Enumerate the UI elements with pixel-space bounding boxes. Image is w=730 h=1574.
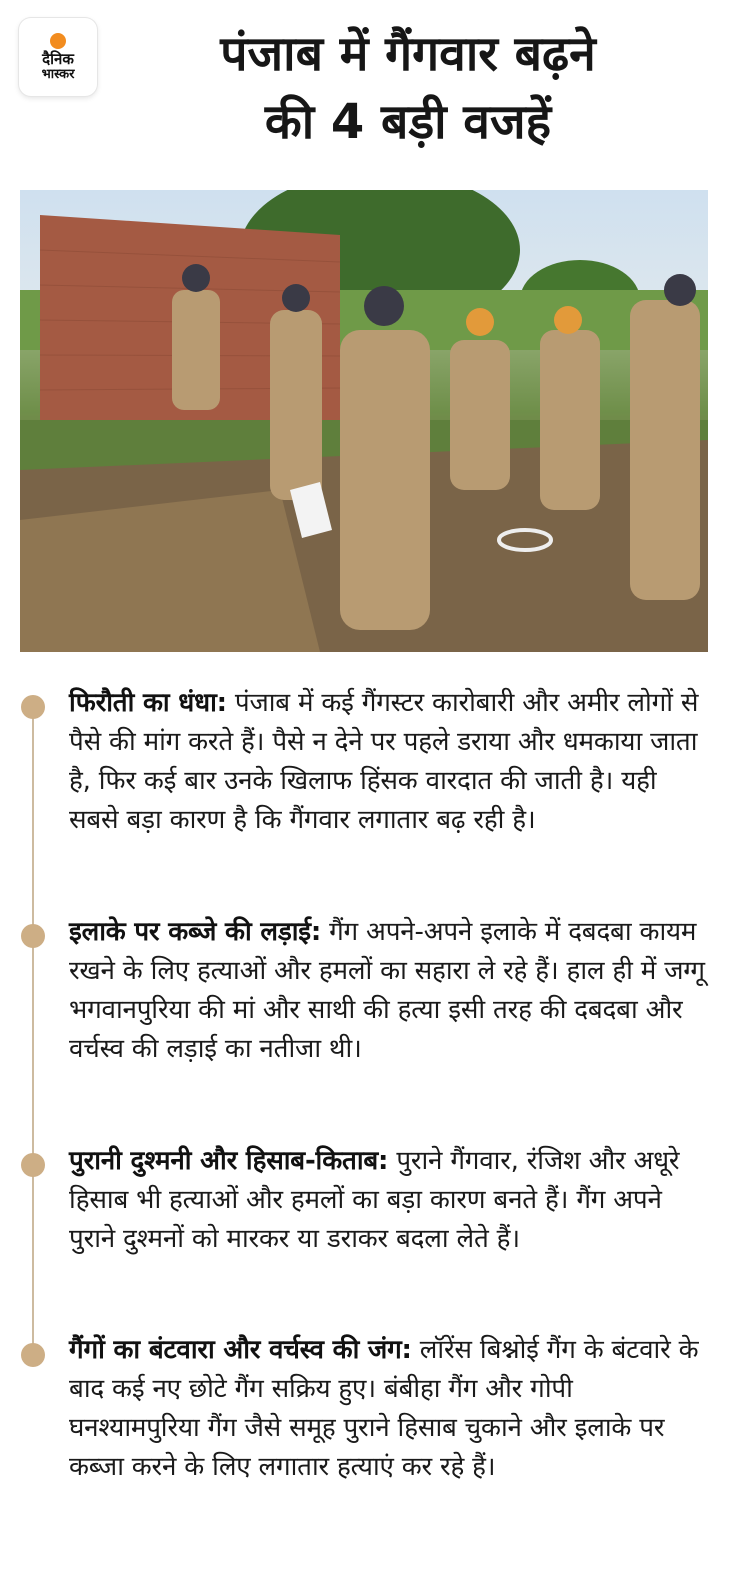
logo-text-line2: भास्कर (41, 66, 75, 82)
point-2 (69, 913, 709, 1069)
headline-line1: पंजाब में गैंगवार बढ़ने (220, 26, 596, 82)
bullet-dot-2 (21, 924, 45, 948)
bullet-dot-4 (21, 1343, 45, 1367)
point-1 (69, 684, 709, 840)
timeline-line (32, 707, 34, 1355)
headline-line2: की 4 बड़ी वजहें (264, 94, 552, 150)
bullet-dot-1 (21, 695, 45, 719)
dainik-bhaskar-logo (19, 18, 97, 96)
news-photo (20, 190, 708, 652)
police-officers-at-crime-scene-photo (20, 190, 708, 652)
headline (108, 20, 708, 156)
point-3-title: पुरानी दुश्मनी और हिसाब-किताब: (69, 1146, 389, 1176)
point-4 (69, 1331, 709, 1487)
point-2-text: गैंग अपने-अपने इलाके में दबदबा कायम रखने के लिए हत्याओं और हमलों का सहारा ले रहे हैं। हाल ही में जग्गू भगवानपुरिया की मां और साथी की हत्या इसी तरह की दबदबा और वर्चस्व की लड़ाई का नतीजा थी। (69, 917, 705, 1064)
point-2-title: इलाके पर कब्जे की लड़ाई: (69, 917, 322, 947)
point-3 (69, 1142, 709, 1259)
point-1-text: पंजाब में कई गैंगस्टर कारोबारी और अमीर लोगों से पैसे की मांग करते हैं। पैसे न देने पर पहले डराया और धमकाया जाता है, फिर कई बार उनके खिलाफ हिंसक वारदात की जाती है। यही सबसे बड़ा कारण है कि गैंगवार लगातार बढ़ रही है। (69, 688, 699, 835)
point-4-title: गैंगों का बंटवारा और वर्चस्व की जंग: (69, 1335, 412, 1365)
bullet-dot-3 (21, 1153, 45, 1177)
logo-text-line1: दैनिक (42, 49, 74, 68)
point-4-text: लॉरेंस बिश्नोई गैंग के बंटवारे के बाद कई नए छोटे गैंग सक्रिय हुए। बंबीहा गैंग और गोपी घनश्यामपुरिया गैंग जैसे समूह पुराने हिसाब चुकाने और इलाके पर कब्जा करने के लिए लगातार हत्याएं कर रहे हैं। (69, 1335, 699, 1482)
sun-icon (50, 33, 66, 49)
point-3-text: पुराने गैंगवार, रंजिश और अधूरे हिसाब भी हत्याओं और हमलों का बड़ा कारण बनते हैं। गैंग अपने पुराने दुश्मनों को मारकर या डराकर बदला लेते हैं। (69, 1146, 680, 1254)
point-1-title: फिरौती का धंधा: (69, 688, 227, 718)
